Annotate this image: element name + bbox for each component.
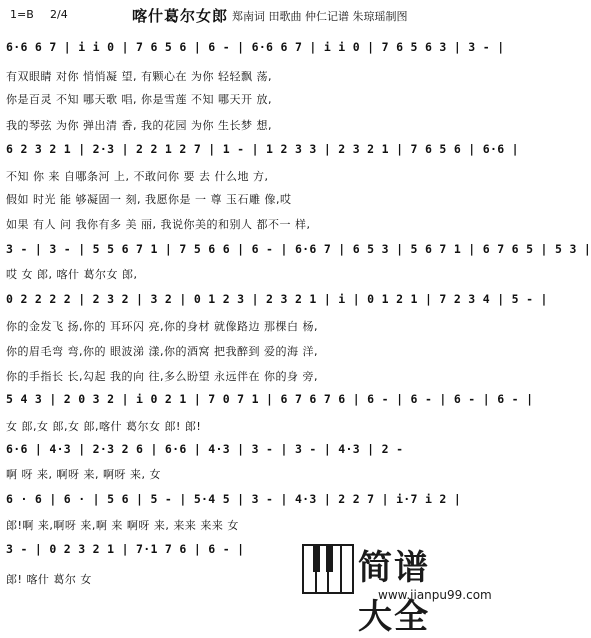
lyric-line: 我的琴弦 为你 弹出清 香, 我的花园 为你 生长梦 想,: [6, 119, 272, 132]
lyric-line: 如果 有人 问 我你有多 美 丽, 我说你美的和别人 都不一 样,: [6, 218, 311, 231]
lyric-line: 不知 你 来 自哪条河 上, 不敢问你 要 去 什么地 方,: [6, 170, 269, 183]
song-title: 喀什葛尔女郎: [132, 7, 229, 25]
lyric-line: 郎!啊 来,啊呀 来,啊 来 啊呀 来, 来来 来来 女: [6, 519, 239, 532]
lyric-line: 你的眉毛弯 弯,你的 眼波涕 漾,你的酒窝 把我醉到 爱的海 洋,: [6, 345, 318, 358]
lyric-line: 郎! 喀什 葛尔 女: [6, 573, 92, 586]
notation-line: 6 · 6 | 6 · | 5 6 | 5 - | 5·4 5 | 3 - | 4·3 | 2 2 7 | i·7 i 2 |: [6, 492, 462, 506]
watermark-logo: [296, 536, 492, 637]
notation-line: 6·6 | 4·3 | 2·3 2 6 | 6·6 | 4·3 | 3 - | 3 - | 4·3 | 2 -: [6, 442, 404, 456]
key-signature: 1=B: [10, 8, 34, 21]
watermark-url: www.jianpu99.com: [378, 588, 492, 602]
notation-line: 6 2 3 2 1 | 2·3 | 2 2 1 2 7 | 1 - | 1 2 3 3 | 2 3 2 1 | 7 6 5 6 | 6·6 |: [6, 142, 519, 156]
lyric-line: 假如 时光 能 够凝固一 刻, 我愿你是 一 尊 玉石雕 像,哎: [6, 193, 292, 206]
lyric-line: 女 郎,女 郎,女 郎,喀什 葛尔女 郎! 郎!: [6, 420, 202, 433]
lyric-line: 啊 呀 来, 啊呀 来, 啊呀 来, 女: [6, 468, 161, 481]
lyric-line: 有双眼睛 对你 悄悄凝 望, 有颗心在 为你 轻轻飘 荡,: [6, 70, 272, 83]
lyric-line: 哎 女 郎, 喀什 葛尔女 郎,: [6, 268, 138, 281]
lyric-line: 你的手指长 长,勾起 我的向 往,多么盼望 永远伴在 你的身 旁,: [6, 370, 318, 383]
notation-line: 3 - | 0 2 3 2 1 | 7·1 7 6 | 6 - |: [6, 542, 245, 556]
watermark-name: 简谱大全: [358, 548, 430, 637]
notation-line: 3 - | 3 - | 5 5 6 7 1 | 7 5 6 6 | 6 - | 6·6 7 | 6 5 3 | 5 6 7 1 | 6 7 6 5 | 5 3 |: [6, 242, 591, 256]
notation-line: 0 2 2 2 2 | 2 3 2 | 3 2 | 0 1 2 3 | 2 3 2 1 | i | 0 1 2 1 | 7 2 3 4 | 5 - |: [6, 292, 548, 306]
song-credits: 郑南词 田歌曲 仲仁记谱 朱琼瑶制图: [232, 10, 408, 23]
time-signature: 2/4: [50, 8, 68, 21]
notation-line: 6·6 6 7 | i i 0 | 7 6 5 6 | 6 - | 6·6 6 7 | i i 0 | 7 6 5 6 3 | 3 - |: [6, 40, 505, 54]
lyric-line: 你的金发飞 扬,你的 耳环闪 亮,你的身材 就像路边 那棵白 杨,: [6, 320, 318, 333]
lyric-line: 你是百灵 不知 哪天歌 唱, 你是雪莲 不知 哪天开 放,: [6, 93, 272, 106]
piano-keys-icon: [302, 544, 354, 594]
notation-line: 5 4 3 | 2 0 3 2 | i 0 2 1 | 7 0 7 1 | 6 7 6 7 6 | 6 - | 6 - | 6 - | 6 - |: [6, 392, 534, 406]
